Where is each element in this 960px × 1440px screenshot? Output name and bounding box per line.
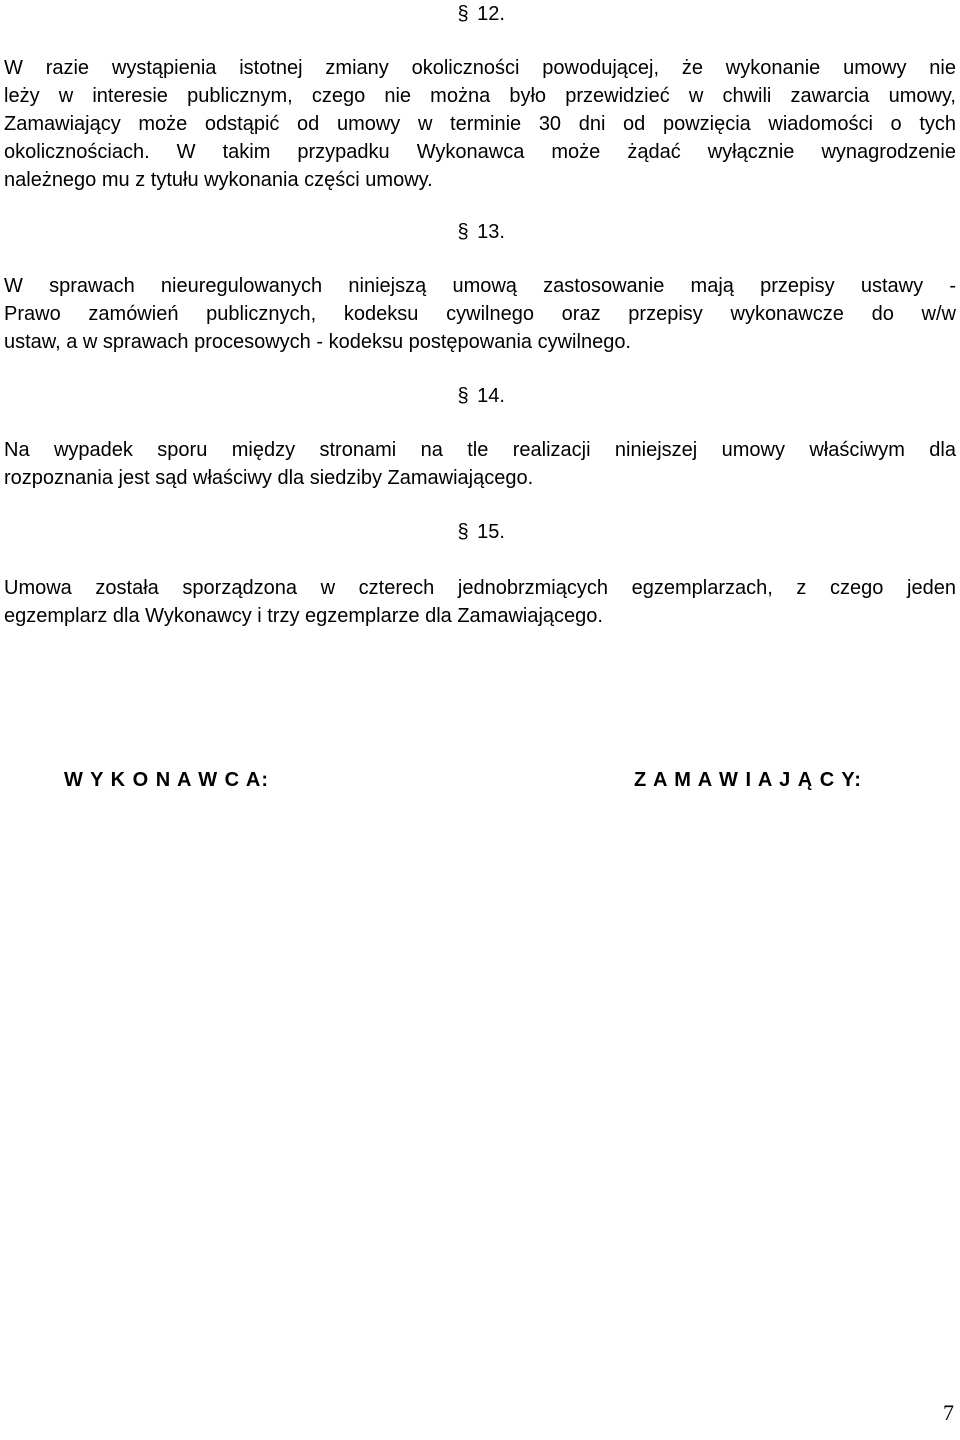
section-number: 13. [477, 221, 505, 243]
section-number: 15. [477, 521, 505, 543]
section-heading-13 [0, 220, 960, 244]
employer-signature-label: Z A M A W I A J Ą C Y: [634, 769, 862, 791]
paragraph-line: okolicznościach. W takim przypadku Wykonawca może żądać wyłącznie wynagrodzenie [4, 141, 956, 163]
page-number: 7 [943, 1400, 954, 1425]
section-heading-15 [0, 520, 960, 544]
paragraph-line: Umowa została sporządzona w czterech jednobrzmiących egzemplarzach, z czego jeden [4, 577, 956, 599]
section-13-paragraph [4, 272, 956, 356]
section-sign: § [457, 521, 469, 543]
section-number: 12. [477, 3, 505, 25]
section-heading-12 [0, 2, 960, 26]
paragraph-line: egzemplarz dla Wykonawcy i trzy egzemplarze dla Zamawiającego. [4, 605, 603, 627]
paragraph-line: Zamawiający może odstąpić od umowy w terminie 30 dni od powzięcia wiadomości o tych [4, 113, 956, 135]
paragraph-line: W razie wystąpienia istotnej zmiany okoliczności powodującej, że wykonanie umowy nie [4, 57, 956, 79]
section-sign: § [457, 221, 469, 243]
section-14-paragraph [4, 436, 956, 492]
section-15-paragraph [4, 574, 956, 630]
paragraph-line: Prawo zamówień publicznych, kodeksu cywilnego oraz przepisy wykonawcze do w/w [4, 303, 956, 325]
contractor-signature-label: W Y K O N A W C A: [64, 769, 270, 791]
section-heading-14 [0, 384, 960, 408]
section-sign: § [457, 385, 469, 407]
paragraph-line: ustaw, a w sprawach procesowych - kodeksu postępowania cywilnego. [4, 331, 631, 353]
section-number: 14. [477, 385, 505, 407]
paragraph-line: W sprawach nieuregulowanych niniejszą umową zastosowanie mają przepisy ustawy - [4, 275, 956, 297]
paragraph-line: leży w interesie publicznym, czego nie można było przewidzieć w chwili zawarcia umowy, [4, 85, 956, 107]
paragraph-line: należnego mu z tytułu wykonania części umowy. [4, 169, 433, 191]
section-sign: § [457, 3, 469, 25]
paragraph-line: rozpoznania jest sąd właściwy dla siedziby Zamawiającego. [4, 467, 534, 489]
paragraph-line: Na wypadek sporu między stronami na tle realizacji niniejszej umowy właściwym dla [4, 439, 956, 461]
section-12-paragraph [4, 54, 956, 194]
